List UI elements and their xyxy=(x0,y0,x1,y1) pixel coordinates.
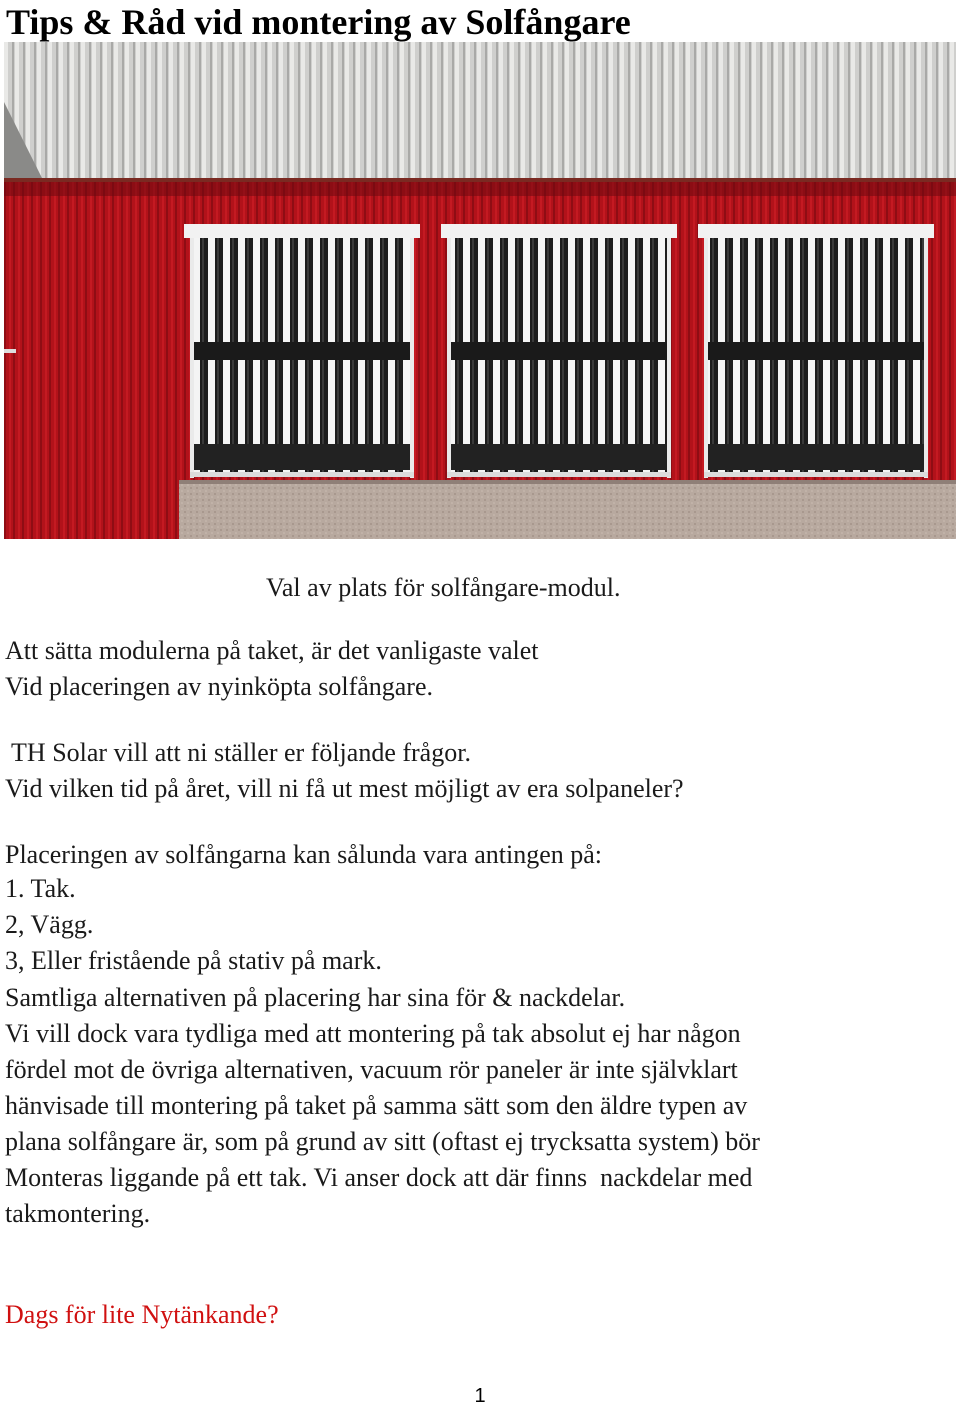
section-subtitle: Val av plats för solfångare-modul. xyxy=(266,573,621,602)
body-line: fördel mot de övriga alternativen, vacuum rör paneler är inte självklart xyxy=(5,1055,738,1084)
body-line: Vi vill dock vara tydliga med att montering på tak absolut ej har någon xyxy=(5,1019,741,1048)
body-line: Monteras liggande på ett tak. Vi anser dock att där finns nackdelar med xyxy=(5,1163,753,1192)
page-number: 1 xyxy=(474,1385,486,1407)
paragraph-line: Vid vilken tid på året, vill ni få ut mest möjligt av era solpaneler? xyxy=(5,774,684,803)
placement-intro: Placeringen av solfångarna kan sålunda vara antingen på: xyxy=(5,840,603,869)
barn-wall-solar-collectors-photo xyxy=(4,42,956,539)
page-title: Tips & Råd vid montering av Solfångare xyxy=(6,2,631,42)
paragraph-line: TH Solar vill att ni ställer er följande frågor. xyxy=(5,738,471,767)
body-line: plana solfångare är, som på grund av sitt (oftast ej trycksatta system) bör xyxy=(5,1127,760,1156)
body-line: Samtliga alternativen på placering har sina för & nackdelar. xyxy=(5,983,626,1012)
list-item: 1. Tak. xyxy=(5,874,76,903)
body-line: hänvisade till montering på taket på samma sätt som den äldre typen av xyxy=(5,1091,748,1120)
paragraph-line: Vid placeringen av nyinköpta solfångare. xyxy=(5,672,434,701)
body-line: takmontering. xyxy=(5,1199,151,1228)
list-item: 2, Vägg. xyxy=(5,910,94,939)
list-item: 3, Eller fristående på stativ på mark. xyxy=(5,946,382,975)
closing-question: Dags för lite Nytänkande? xyxy=(5,1300,279,1329)
paragraph-line: Att sätta modulerna på taket, är det vanligaste valet xyxy=(5,636,539,665)
